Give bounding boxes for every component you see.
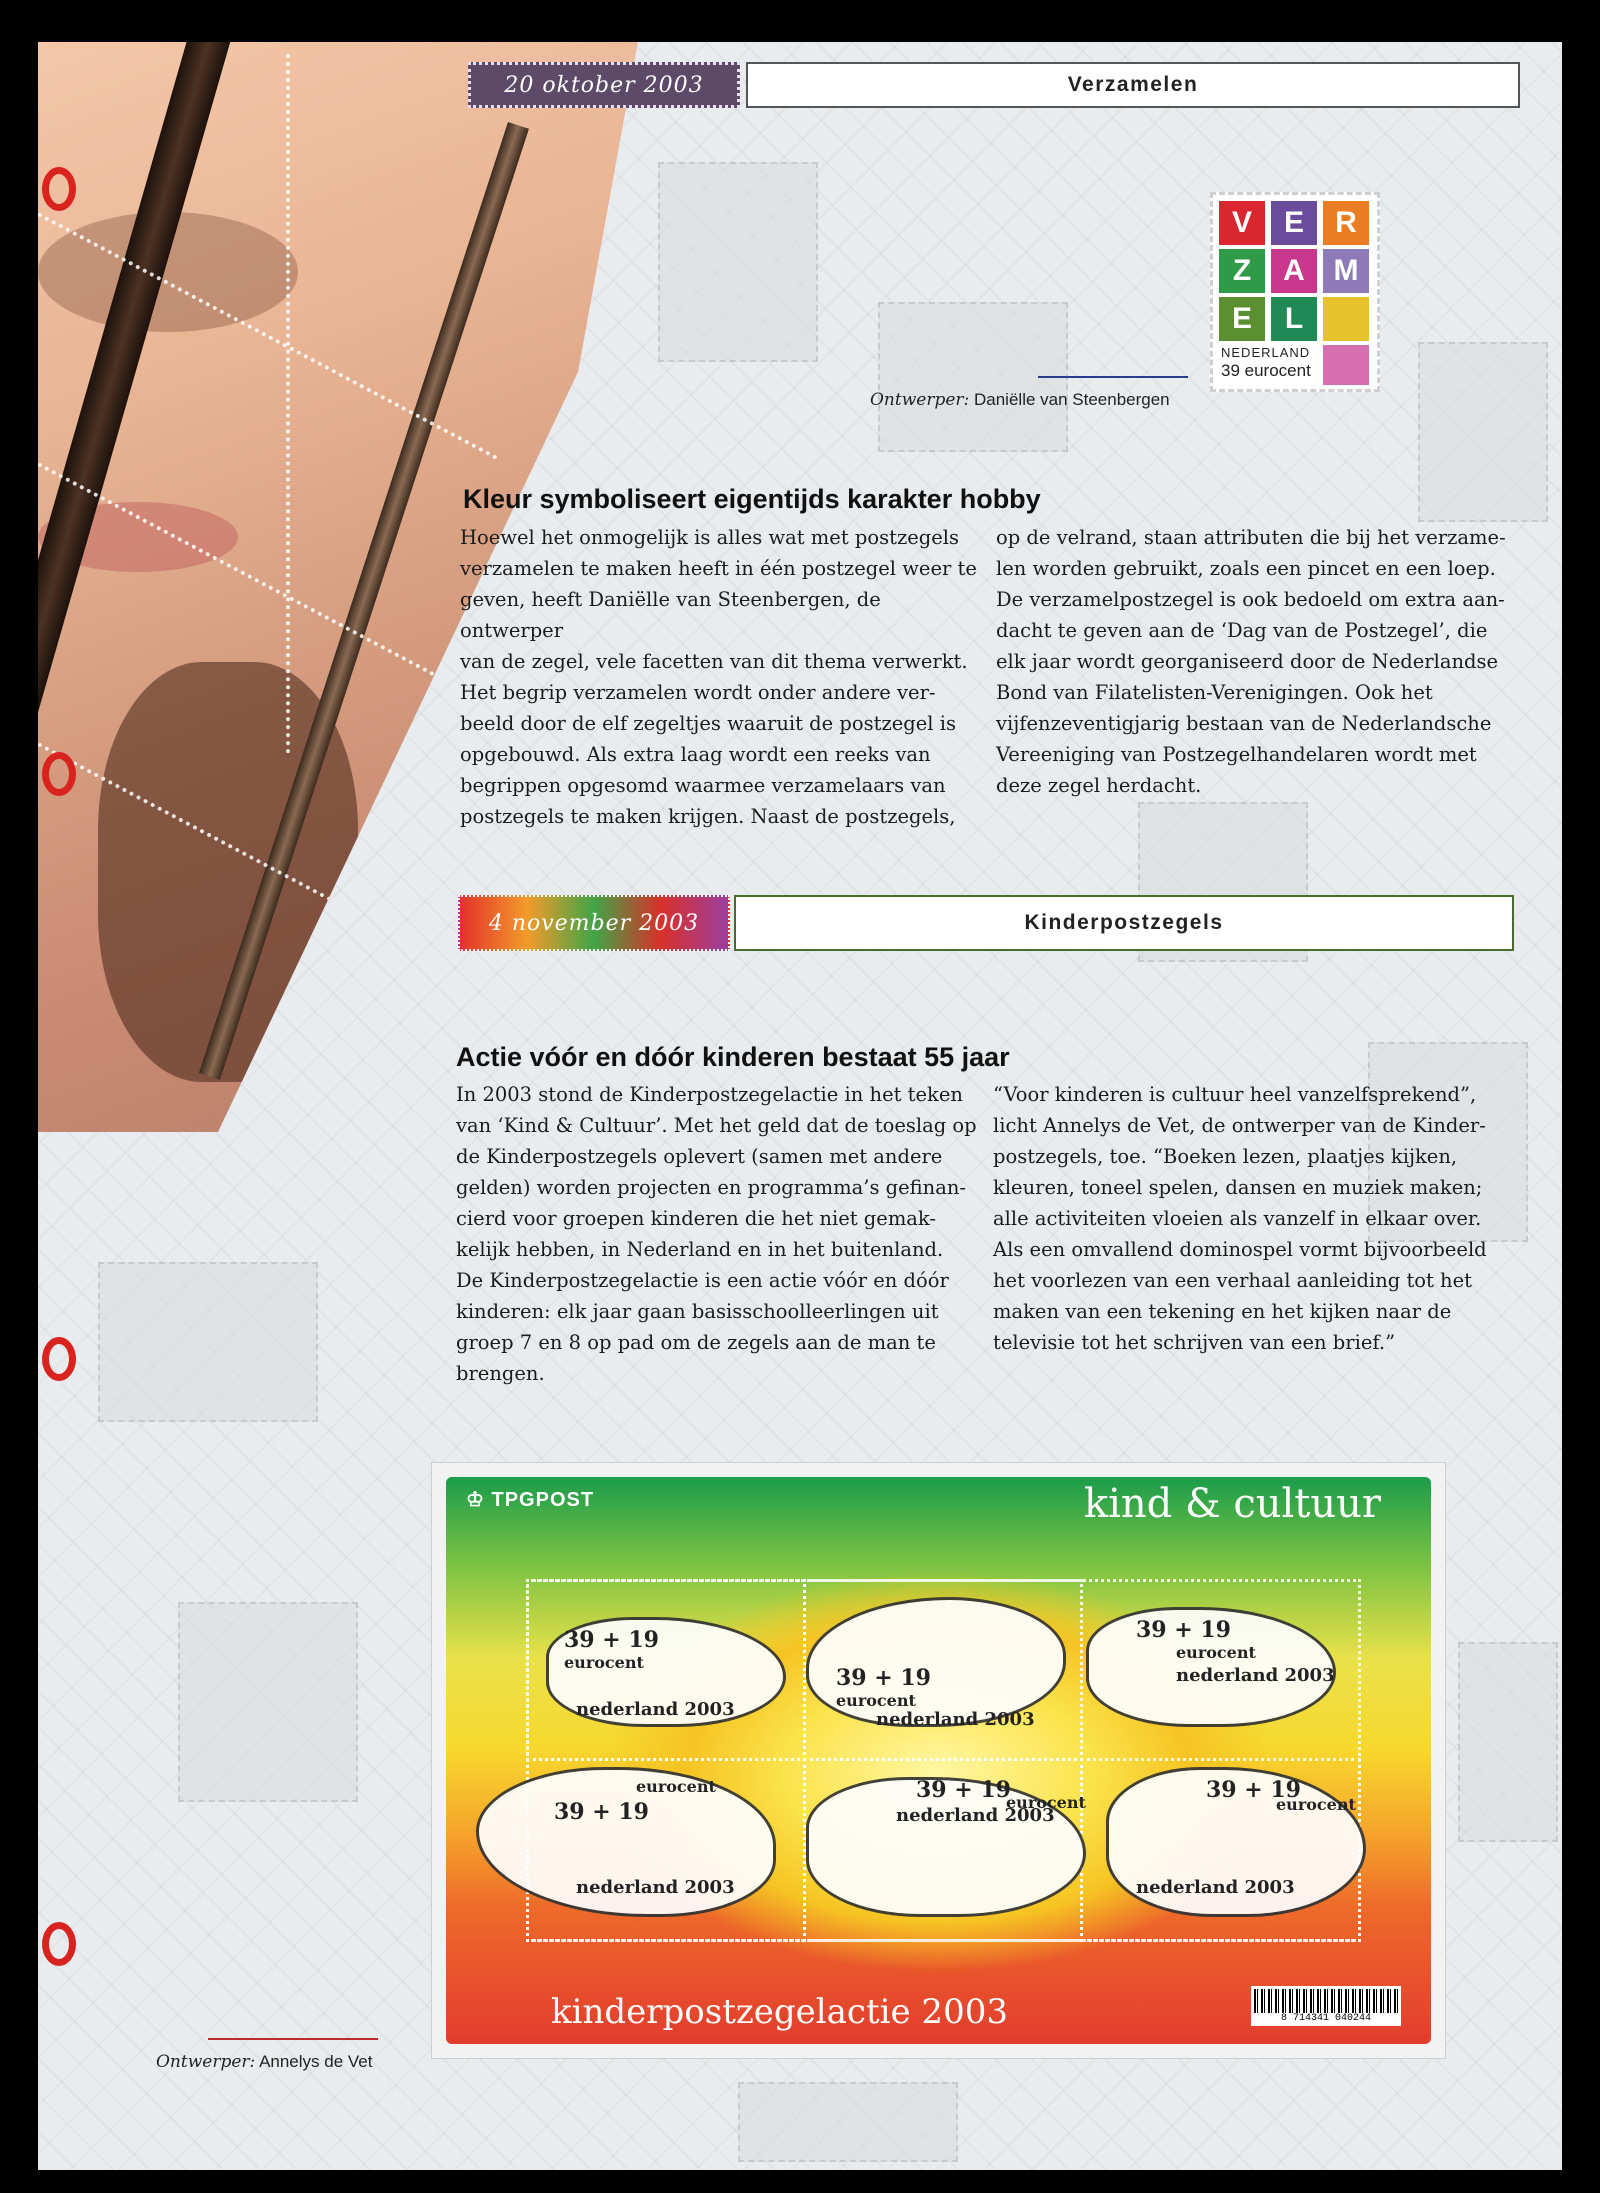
designer-caption [156,2052,372,2072]
stamp-value: 39 + 19 [554,1799,649,1825]
sheet-title-bottom: kinderpostzegelactie 2003 [551,1992,1008,2032]
stamp-tile: A [1271,249,1317,293]
section-title: Verzamelen [746,62,1520,108]
article-column-2 [996,522,1526,801]
text-line: De verzamelpostzegel is ook bedoeld om extra aan- [996,588,1505,611]
text-line: kinderen: elk jaar gaan basisschoolleerlingen uit [456,1300,939,1323]
sheet-barcode [1251,1986,1401,2026]
barcode-bars [1254,1989,1398,2013]
binder-ring [42,1337,76,1381]
article-heading: Kleur symboliseert eigentijds karakter hobby [463,484,1041,514]
text-line: begrippen opgesomd waarmee verzamelaars van [460,774,946,797]
stamp-tile: R [1323,201,1369,245]
text-line: dacht te geven aan de ‘Dag van de Postzegel’, die [996,619,1488,642]
stamp-country: NEDERLAND [1221,345,1311,360]
background-stamp [1418,342,1548,522]
text-line: geven, heeft Daniëlle van Steenbergen, de ontwerper [460,588,881,642]
text-line: elk jaar wordt georganiseerd door de Nederlandse [996,650,1499,673]
barcode-number: 8 714341 040244 [1280,2013,1371,2024]
text-line: verzamelen te maken heeft in één postzegel weer te [460,557,977,580]
text-line: cierd voor groepen kinderen die het niet gemak- [456,1207,936,1230]
stamp-country: nederland 2003 [896,1805,1055,1826]
text-line: len worden gebruikt, zoals een pincet en een loep. [996,557,1496,580]
text-line: televisie tot het schrijven van een brief.” [993,1331,1396,1354]
text-line: postzegels, toe. “Boeken lezen, plaatjes kijken, [993,1145,1458,1168]
section-header-verzamelen [468,62,1553,108]
binder-ring [42,167,76,211]
tpgpost-logo [466,1487,594,1512]
text-line: De Kinderpostzegelactie is een actie vóór en dóór [456,1269,949,1292]
text-line: gelden) worden projecten en programma’s gefinan- [456,1176,967,1199]
text-line: groep 7 en 8 op pad om de zegels aan de man te [456,1331,936,1354]
binder-ring [42,1922,76,1966]
issue-date: 4 november 2003 [458,895,730,951]
stamp-country: nederland 2003 [1136,1877,1295,1898]
designer-name: Annelys de Vet [259,2052,373,2071]
stamp-unit: eurocent [636,1777,716,1796]
caption-rule [208,2038,378,2040]
text-line: kelijk hebben, in Nederland en in het buitenland. [456,1238,944,1261]
article-column-1 [460,522,990,832]
section-title: Kinderpostzegels [734,895,1514,951]
stamp-tile: V [1219,201,1265,245]
text-line: In 2003 stond de Kinderpostzegelactie in het teken [456,1083,963,1106]
designer-caption [870,390,1170,410]
text-line: beeld door de elf zegeltjes waaruit de postzegel is [460,712,956,735]
stamp-value: 39 + 19 [1136,1617,1231,1643]
article-heading: Actie vóór en dóór kinderen bestaat 55 jaar [456,1042,1010,1072]
stamp-unit: eurocent [1176,1643,1256,1662]
background-stamp [98,1262,318,1422]
background-stamp [1458,1642,1558,1842]
text-line: maken van een tekening en het kijken naar de [993,1300,1452,1323]
text-line: het voorlezen van een verhaal aanleiding tot het [993,1269,1472,1292]
stamp-tile: E [1271,201,1317,245]
stamp-tile: Z [1219,249,1265,293]
text-line: deze zegel herdacht. [996,774,1202,797]
text-line: Hoewel het onmogelijk is alles wat met postzegels [460,526,960,549]
text-line: van de zegel, vele facetten van dit thema verwerkt. [460,650,968,673]
text-line: van ‘Kind & Cultuur’. Met het geld dat de toeslag op [456,1114,977,1137]
binder-ring [42,752,76,796]
sheet-title-top: kind & cultuur [1083,1481,1381,1527]
designer-name: Daniëlle van Steenbergen [974,390,1170,409]
stamp-unit: eurocent [1276,1795,1356,1814]
stamp-tile [1323,297,1369,341]
stamp-country: nederland 2003 [876,1709,1035,1730]
issue-date: 20 oktober 2003 [468,62,740,108]
text-line: kleuren, toneel spelen, dansen en muziek maken; [993,1176,1483,1199]
section-header-kinderpostzegels [458,895,1548,951]
stamp-country: nederland 2003 [576,1877,735,1898]
kind-en-cultuur-sheet [446,1477,1431,2044]
stamp-tile: M [1323,249,1369,293]
stamp-value: 39 + 19 [564,1627,659,1653]
text-line: licht Annelys de Vet, de ontwerper van de Kinder- [993,1114,1486,1137]
stamp-sheet-mount [431,1462,1446,2059]
crown-icon: ♔ [466,1489,492,1511]
stamp-country: nederland 2003 [1176,1665,1335,1686]
logo-text: TPGPOST [491,1489,595,1511]
stamp-tile [1323,345,1369,385]
text-line: de Kinderpostzegels oplevert (samen met andere [456,1145,943,1168]
article-column-2 [993,1079,1533,1358]
stamp-unit: eurocent [564,1653,644,1672]
text-line: Als een omvallend dominospel vormt bijvoorbeeld [993,1238,1487,1261]
text-line: opgebouwd. Als extra laag wordt een reeks van [460,743,931,766]
album-page [38,42,1562,2170]
text-line: Het begrip verzamelen wordt onder andere ver- [460,681,936,704]
stamp-tile: E [1219,297,1265,341]
text-line: “Voor kinderen is cultuur heel vanzelfsprekend”, [993,1083,1477,1106]
stamp-value: 39 + 19 [836,1665,931,1691]
article-column-1 [456,1079,996,1389]
text-line: op de velrand, staan attributen die bij het verzame- [996,526,1506,549]
stamp-country: nederland 2003 [576,1699,735,1720]
stamp-value: 39 eurocent [1221,361,1311,380]
background-stamp [738,2082,958,2162]
caption-rule [1038,376,1188,378]
verzamelen-stamp [1210,192,1380,392]
text-line: Vereeniging van Postzegelhandelaren wordt met [996,743,1477,766]
stamp-unit: eurocent [1006,1793,1086,1812]
stamp-tile: L [1271,297,1317,341]
text-line: Bond van Filatelisten-Verenigingen. Ook het [996,681,1433,704]
designer-label: Ontwerper: [156,2052,256,2072]
text-line: brengen. [456,1362,545,1385]
text-line: postzegels te maken krijgen. Naast de postzegels, [460,805,956,828]
photo-perforation [286,54,290,754]
stamp-value: 39 + 19 [916,1777,1011,1803]
text-line: vijfenzeventigjarig bestaan van de Nederlandsche [996,712,1492,735]
background-stamp [658,162,818,362]
stamp-value: 39 + 19 [1206,1777,1301,1803]
text-line: alle activiteiten vloeien als vanzelf in elkaar over. [993,1207,1482,1230]
stamp-unit: eurocent [836,1691,916,1710]
background-stamp [178,1602,358,1802]
designer-label: Ontwerper: [870,390,970,410]
